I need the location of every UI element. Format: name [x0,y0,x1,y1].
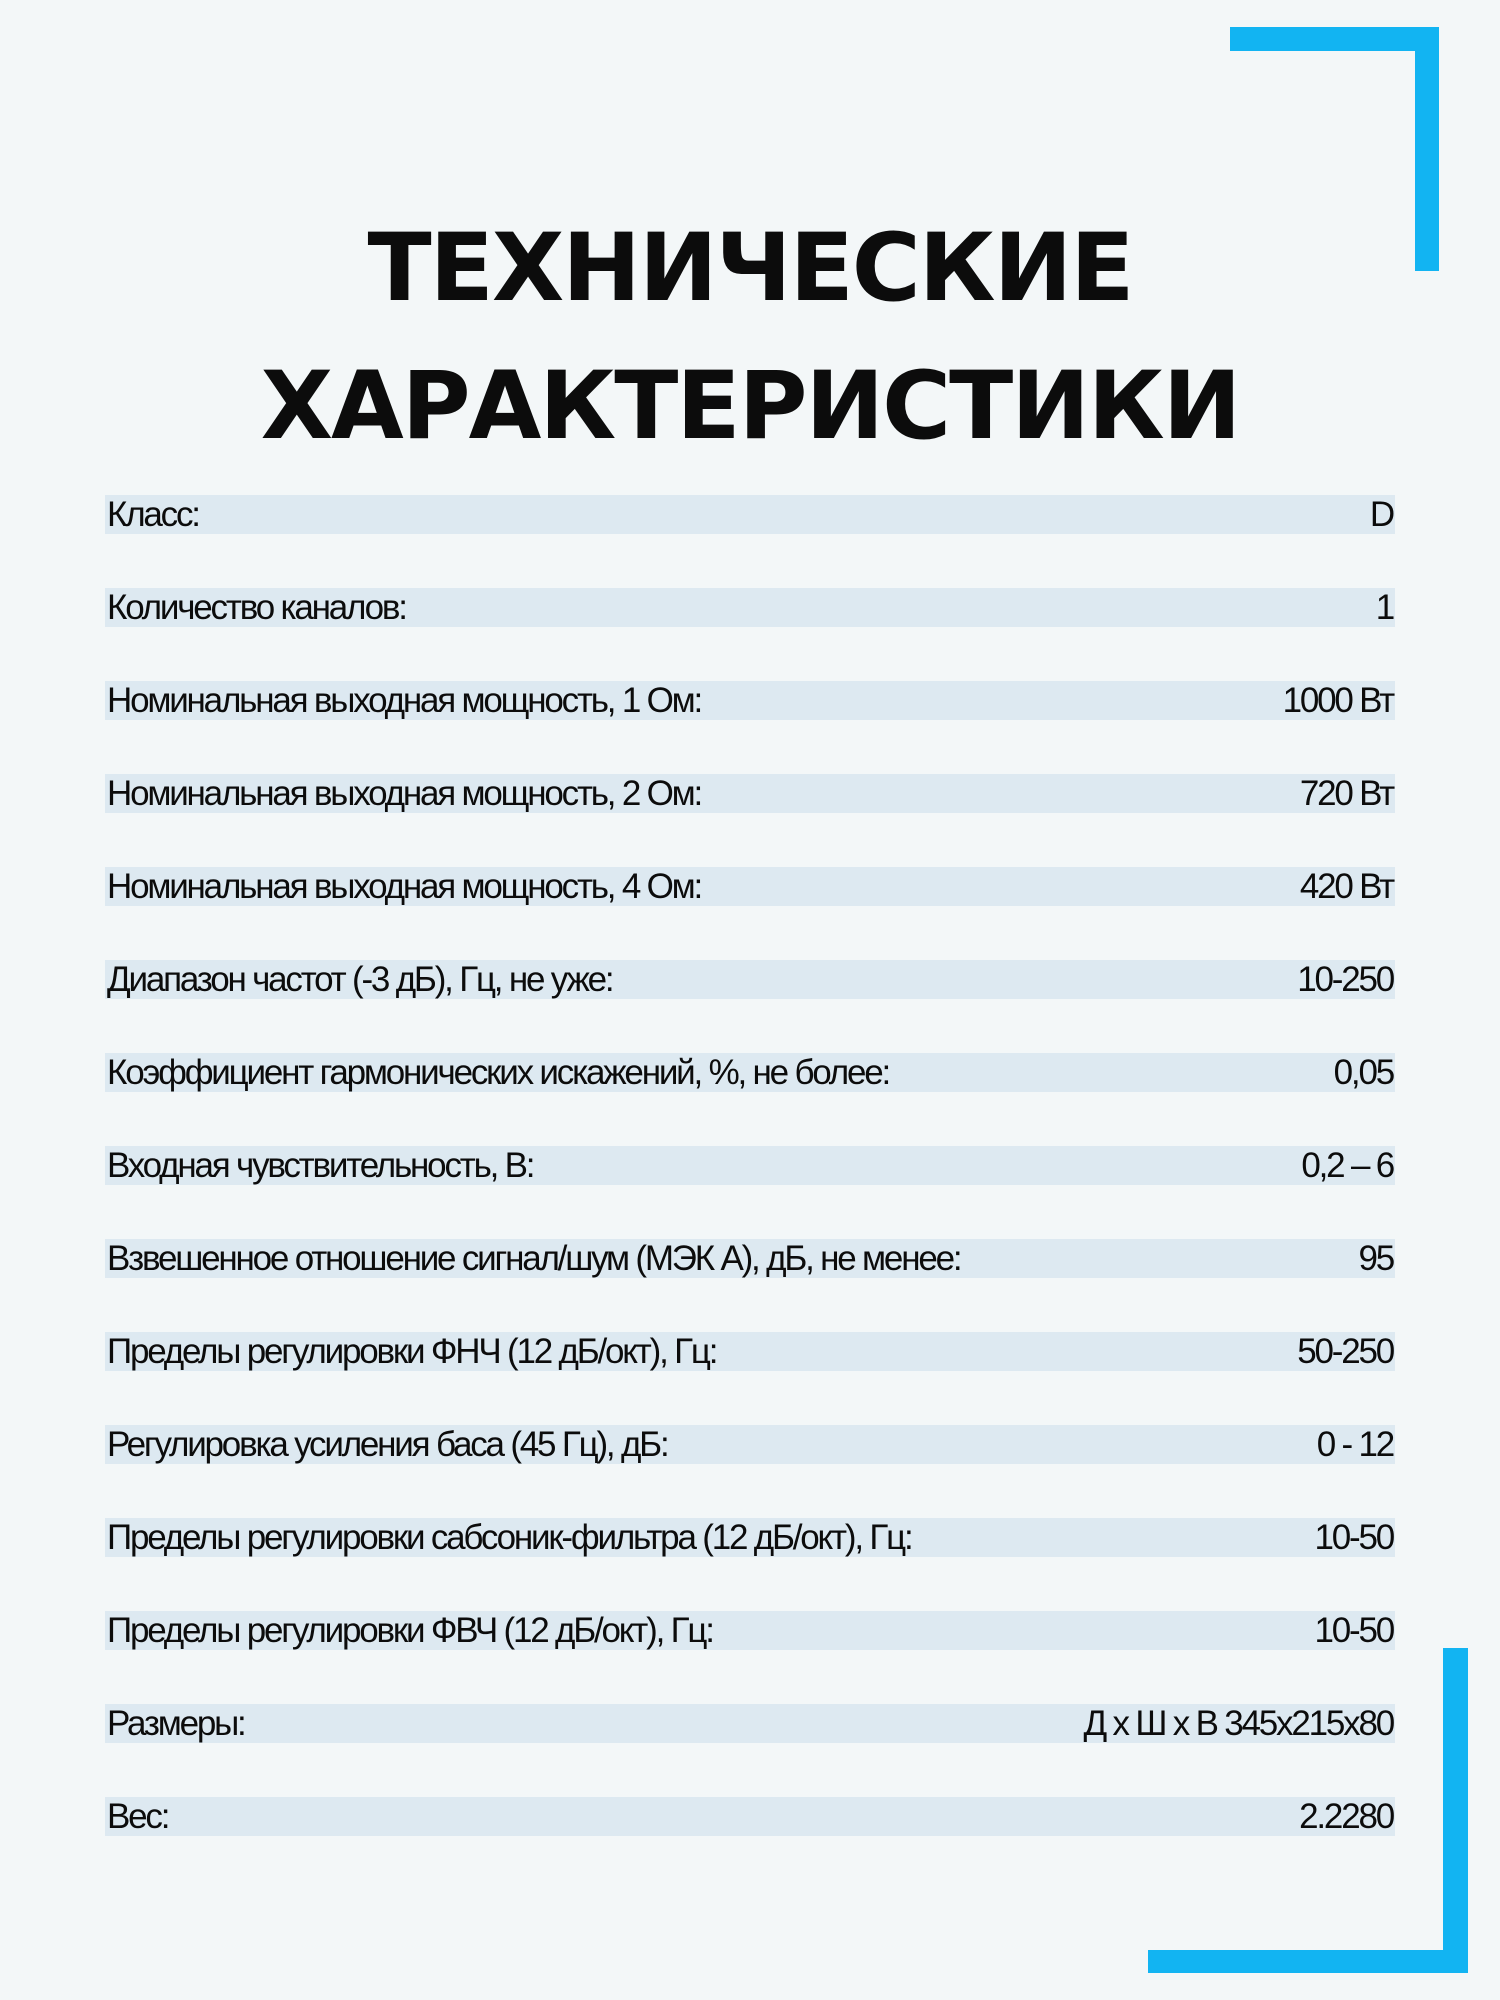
page-title-line-2: ХАРАКТЕРИСТИКИ [260,352,1240,461]
spec-row [105,960,1395,1053]
spec-value: 50-250 [1297,1332,1393,1371]
spec-label: Вес: [107,1797,169,1836]
spec-row [105,1239,1395,1332]
spec-label: Класс: [107,495,199,534]
spec-label: Номинальная выходная мощность, 1 Ом: [107,681,702,720]
corner-accent-top-horizontal [1230,27,1439,51]
spec-row [105,1704,1395,1797]
spec-value: 420 Вт [1299,867,1393,906]
spec-label: Номинальная выходная мощность, 2 Ом: [107,774,702,813]
row-band [105,1797,1395,1836]
spec-row [105,1797,1395,1890]
spec-value: 10-50 [1314,1518,1393,1557]
spec-row [105,1332,1395,1425]
spec-row [105,1146,1395,1239]
spec-value: 720 Вт [1299,774,1393,813]
spec-row [105,1611,1395,1704]
spec-label: Количество каналов: [107,588,406,627]
page-title-line-1: ТЕХНИЧЕСКИЕ [367,214,1133,323]
spec-label: Входная чувствительность, В: [107,1146,534,1185]
spec-value: 10-250 [1297,960,1393,999]
spec-value: 2.2280 [1299,1797,1393,1836]
spec-label: Пределы регулировки ФВЧ (12 дБ/окт), Гц: [107,1611,713,1650]
spec-label: Пределы регулировки ФНЧ (12 дБ/окт), Гц: [107,1332,717,1371]
spec-label: Размеры: [107,1704,245,1743]
corner-accent-bottom-vertical [1443,1648,1468,1973]
spec-row [105,1425,1395,1518]
spec-label: Взвешенное отношение сигнал/шум (МЭК А), дБ, не менее: [107,1239,961,1278]
spec-value: 10-50 [1314,1611,1393,1650]
spec-value: 0 - 12 [1316,1425,1393,1464]
specs-table [105,495,1395,1890]
spec-value: 0,05 [1333,1053,1393,1092]
spec-label: Регулировка усиления баса (45 Гц), дБ: [107,1425,668,1464]
spec-value: 1000 Вт [1282,681,1393,720]
spec-row [105,867,1395,960]
page-title [0,200,1500,476]
spec-value: 0,2 – 6 [1301,1146,1393,1185]
spec-row [105,1053,1395,1146]
spec-value: D [1369,495,1393,534]
spec-row [105,1518,1395,1611]
spec-row [105,774,1395,867]
spec-label: Пределы регулировки сабсоник-фильтра (12 дБ/окт), Гц: [107,1518,912,1557]
spec-label: Диапазон частот (-3 дБ), Гц, не уже: [107,960,613,999]
row-band [105,495,1395,534]
spec-label: Номинальная выходная мощность, 4 Ом: [107,867,702,906]
spec-value: Д х Ш х В 345х215х80 [1083,1704,1393,1743]
spec-value: 1 [1375,588,1393,627]
spec-label: Коэффициент гармонических искажений, %, не более: [107,1053,890,1092]
spec-value: 95 [1358,1239,1393,1278]
spec-row [105,495,1395,588]
spec-row [105,588,1395,681]
corner-accent-bottom-horizontal [1148,1950,1468,1973]
spec-row [105,681,1395,774]
